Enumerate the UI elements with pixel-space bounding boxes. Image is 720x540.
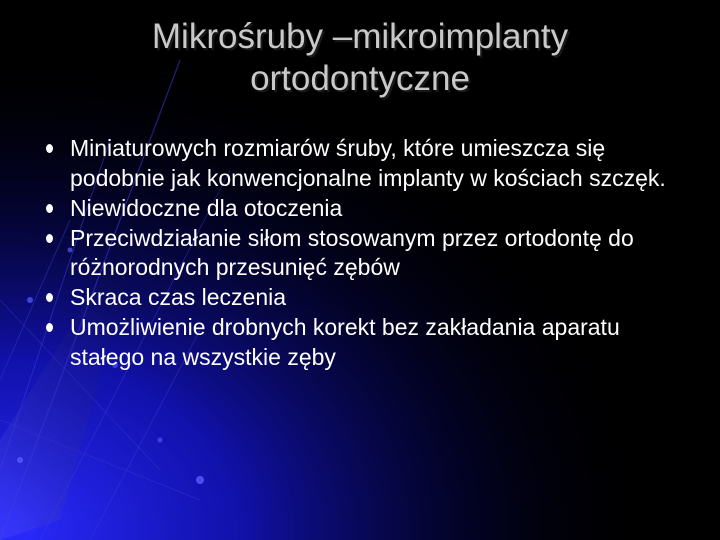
bullet-item bbox=[46, 224, 686, 283]
bullet-text: Miniaturowych rozmiarów śruby, które umieszcza się podobnie jak konwencjonalne implanty w kościach szczęk. bbox=[70, 135, 666, 191]
bullet-text: Przeciwdziałanie siłom stosowanym przez ortodontę do różnorodnych przesunięć zębów bbox=[70, 224, 634, 280]
slide-title bbox=[40, 16, 680, 100]
bullet-item bbox=[46, 283, 686, 313]
bullet-dot-icon bbox=[46, 323, 53, 332]
bullet-item bbox=[46, 313, 686, 372]
bullet-item bbox=[46, 134, 686, 193]
bullet-item bbox=[46, 194, 686, 224]
slide-title-line-1: Mikrośruby –mikroimplanty bbox=[151, 17, 569, 56]
bullet-dot-icon bbox=[46, 204, 53, 213]
slide-title-line-2: ortodontyczne bbox=[250, 59, 470, 98]
bullet-text: Niewidoczne dla otoczenia bbox=[70, 194, 343, 221]
bullet-dot-icon bbox=[46, 293, 53, 302]
bullet-dot-icon bbox=[46, 144, 53, 153]
bullet-dot-icon bbox=[46, 234, 53, 243]
bullet-text: Skraca czas leczenia bbox=[70, 284, 287, 310]
bullet-list bbox=[46, 134, 686, 373]
bullet-text: Umożliwienie drobnych korekt bez zakładania aparatu stałego na wszystkie zęby bbox=[70, 314, 620, 370]
